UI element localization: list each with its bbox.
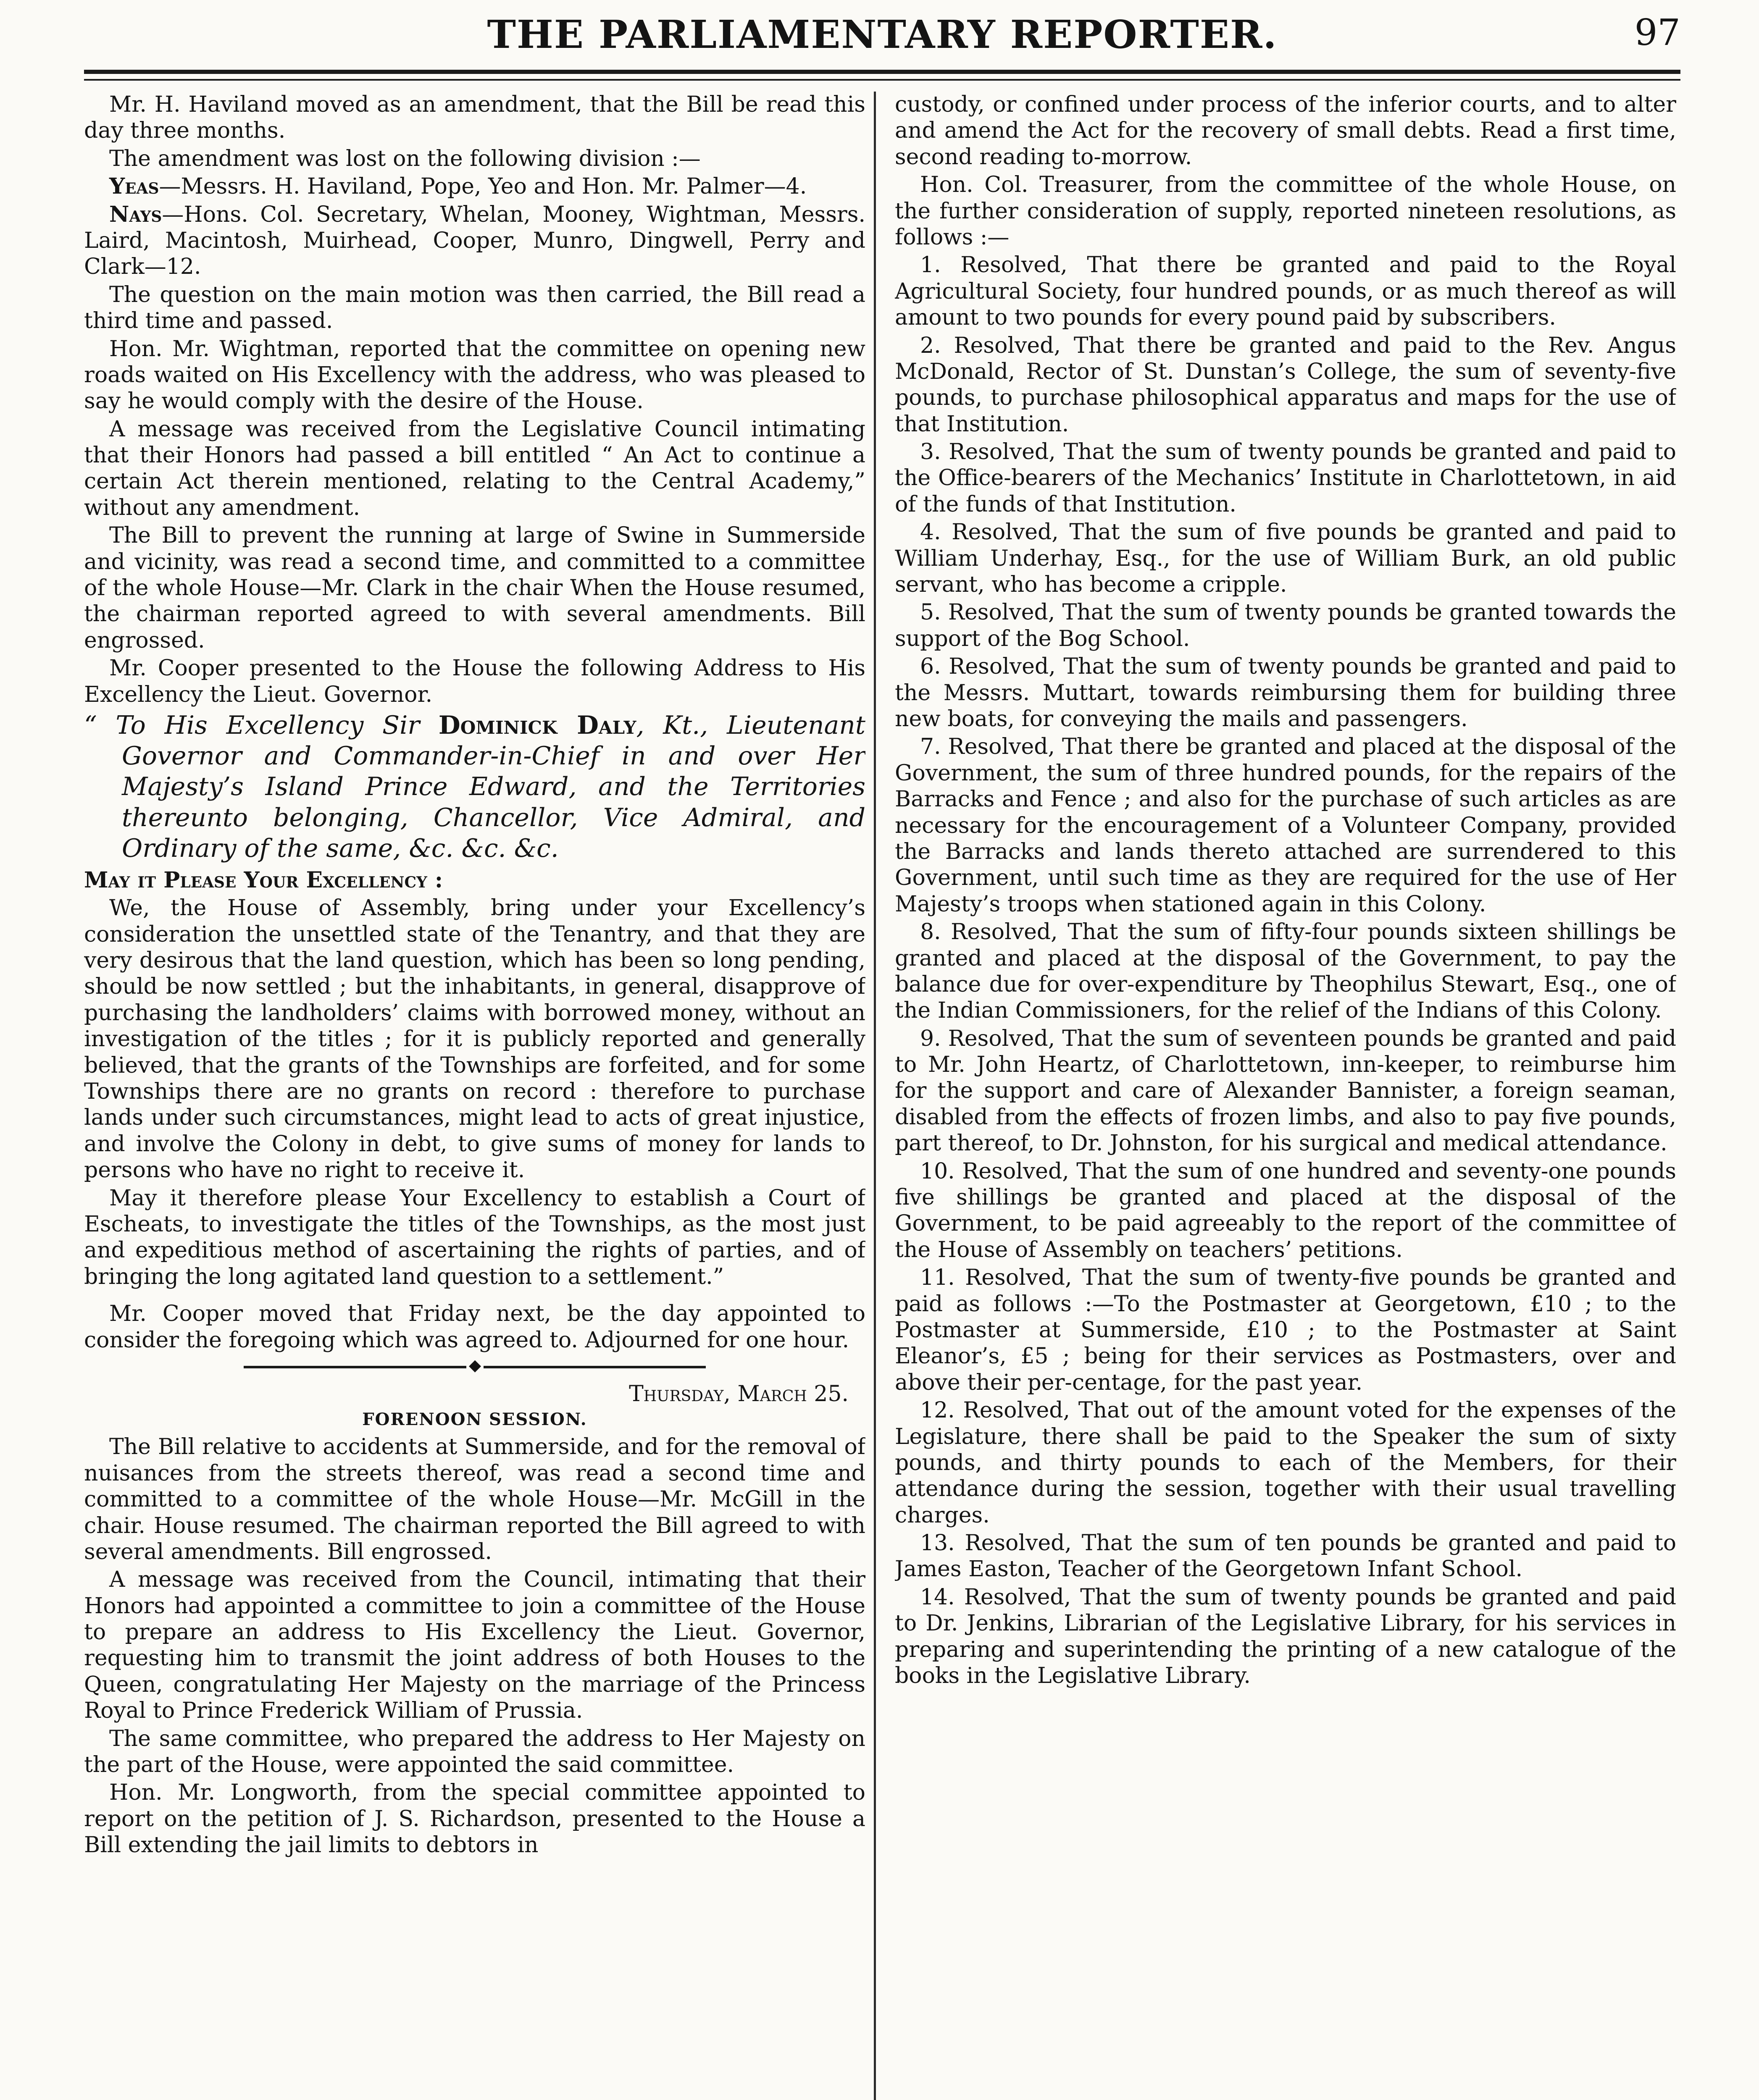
paragraph: Hon. Mr. Wightman, reported that the committee on opening new roads waited on His Excellency with the address, who was pleased to say he would comply with the desire of the House. [84,336,865,414]
resolution: 10. Resolved, That the sum of one hundred and seventy-one pounds five shillings be granted and placed at the disposal of the Government, to be paid agreeably to the report of the committee of the House of Assembly on teachers’ petitions. [895,1158,1676,1263]
paragraph: Mr. Cooper moved that Friday next, be the day appointed to consider the foregoing which was agreed to. Adjourned for one hour. [84,1301,865,1353]
nays-label: Nays [109,201,162,227]
resolution: 9. Resolved, That the sum of seventeen pounds be granted and paid to Mr. John Heartz, of Charlottetown, inn-keeper, to reimburse him for the support and care of Alexander Bannister, a foreign seaman, disabled from the effects of frozen limbs, and also to pay five pounds, part thereof, to Dr. Johnston, for his surgical and medical attendance. [895,1026,1676,1156]
paragraph: A message was received from the Legislative Council intimating that their Honors had passed a bill entitled “ An Act to continue a certain Act therein mentioned, relating to the Central Academy,” without any amendment. [84,416,865,520]
page-number: 97 [1634,12,1680,54]
resolution: 4. Resolved, That the sum of five pounds be granted and paid to William Underhay, Esq., for the use of William Burk, an old public servant, who has become a cripple. [895,520,1676,598]
paragraph: May it therefore please Your Excellency to establish a Court of Escheats, to investigate the titles of the Townships, as the most just and expeditious method of ascertaining the rights of parties, and of bringing the long agitated land question to a settlement.” [84,1185,865,1289]
resolution: 3. Resolved, That the sum of twenty pounds be granted and paid to the Office-bearers of the Mechanics’ Institute in Charlottetown, in aid of the funds of that Institution. [895,439,1676,517]
address-name: Dominick Daly [438,710,636,740]
header-rule-thick [84,70,1680,74]
ornamental-rule [244,1366,706,1368]
division-yeas [84,173,865,200]
paragraph: Hon. Mr. Longworth, from the special committee appointed to report on the petition of J. S. Richardson, presented to the House a Bill extending the jail limits to debtors in [84,1780,865,1858]
resolution: 11. Resolved, That the sum of twenty-five pounds be granted and paid as follows :—To the Postmaster at Georgetown, £10 ; to the Postmaster at Summerside, £10 ; to the Postmaster at Saint Eleanor’s, £5 ; being for their services as Postmasters, over and above their per-centage, for the past year. [895,1265,1676,1395]
masthead [84,12,1680,85]
paragraph: The Bill relative to accidents at Summerside, and for the removal of nuisances from the streets thereof, was read a second time and committed to a committee of the whole House—Mr. McGill in the chair. House resumed. The chairman reported the Bill agreed to with several amendments. Bill engrossed. [84,1434,865,1564]
resolution: 14. Resolved, That the sum of twenty pounds be granted and paid to Dr. Jenkins, Librarian of the Legislative Library, for his services in preparing and superintending the printing of a new catalogue of the books in the Legislative Library. [895,1584,1676,1689]
address-heading [84,710,865,864]
resolution: 7. Resolved, That there be granted and placed at the disposal of the Government, the sum of three hundred pounds, for the repairs of the Barracks and Fence ; and also for the purchase of such articles as are necessary for the encouragement of a Volunteer Company, provided the Barracks and lands thereto attached are surrendered to this Government, until such time as they are required for the use of Her Majesty’s troops when stationed again in this Colony. [895,734,1676,917]
resolution: 1. Resolved, That there be granted and paid to the Royal Agricultural Society, four hundred pounds, or as much thereof as will amount to two pounds for every pound paid by subscribers. [895,252,1676,331]
resolution: 8. Resolved, That the sum of fifty-four pounds sixteen shillings be granted and placed at the disposal of the Government, to pay the balance due for over-expenditure by Theophilus Stewart, Esq., one of the Indian Commissioners, for the relief of the Indians of this Colony. [895,919,1676,1024]
paragraph: The same committee, who prepared the address to Her Majesty on the part of the House, were appointed the said committee. [84,1726,865,1778]
yeas-text: —Messrs. H. Haviland, Pope, Yeo and Hon. Mr. Palmer—4. [159,174,807,200]
address-prefix: “ To His Excellency Sir [84,710,420,740]
salutation: May it Please Your Excellency : [84,867,443,893]
date-line [84,1381,849,1407]
resolution: 2. Resolved, That there be granted and paid to the Rev. Angus McDonald, Rector of St. Dunstan’s College, the sum of seventy-five pounds, to purchase philosophical apparatus and maps for the use of that Institution. [895,333,1676,437]
right-column [895,92,1676,2100]
paragraph: Hon. Col. Treasurer, from the committee of the whole House, on the further consideration of supply, reported nineteen resolutions, as follows :— [895,172,1676,250]
resolution: 6. Resolved, That the sum of twenty pounds be granted and paid to the Messrs. Muttart, towards reimbursing them for building three new boats, for conveying the mails and passengers. [895,654,1676,732]
resolution: 5. Resolved, That the sum of twenty pounds be granted towards the support of the Bog School. [895,600,1676,651]
address-rest: , Kt., Lieutenant Governor and Commander-in-Chief in and over Her Majesty’s Island Prince Edward, and the Territories thereunto belonging, Chancellor, Vice Admiral, and Ordinary of the same, &c. &c. &c. [122,710,865,863]
session-heading: FORENOON SESSION. [362,1410,587,1430]
resolution: 12. Resolved, That out of the amount voted for the expenses of the Legislature, there shall be paid to the Speaker the sum of sixty pounds, and thirty pounds to each of the Members, for their attendance during the session, together with their usual travelling charges. [895,1398,1676,1528]
paragraph: We, the House of Assembly, bring under your Excellency’s consideration the unsettled state of the Tenantry, and that they are very desirous that the land question, which has been so long pending, should be now settled ; but the inhabitants, in general, disapprove of purchasing the landholders’ claims with borrowed money, without an investigation of the titles ; for it is publicly reported and generally believed, that the grants of the Townships are forfeited, and for some Townships there are no grants on record : therefore to purchase lands under such circumstances, might lead to acts of great injustice, and involve the Colony in debt, to give sums of money for lands to persons who have no right to receive it. [84,895,865,1183]
paragraph: A message was received from the Council, intimating that their Honors had appointed a committee to join a committee of the House to prepare an address to His Excellency the Lieut. Governor, requesting him to transmit the joint address of both Houses to the Queen, congratulating Her Majesty on the marriage of the Princess Royal to Prince Frederick William of Prussia. [84,1567,865,1724]
paragraph: custody, or confined under process of the inferior courts, and to alter and amend the Act for the recovery of small debts. Read a first time, second reading to-morrow. [895,92,1676,170]
paragraph: Mr. H. Haviland moved as an amendment, that the Bill be read this day three months. [84,92,865,144]
resolution: 13. Resolved, That the sum of ten pounds be granted and paid to James Easton, Teacher of the Georgetown Infant School. [895,1530,1676,1582]
paragraph: The question on the main motion was then carried, the Bill read a third time and passed. [84,282,865,334]
page-title: THE PARLIAMENTARY REPORTER. [487,12,1278,57]
left-column [84,92,865,2100]
header-rule-thin [84,79,1680,81]
date-text: Thursday, March 25. [629,1381,849,1407]
paragraph: The Bill to prevent the running at large of Swine in Summerside and vicinity, was read a second time, and committed to a committee of the whole House—Mr. Clark in the chair When the House resumed, the chairman reported agreed to with several amendments. Bill engrossed. [84,523,865,653]
paragraph: Mr. Cooper presented to the House the following Address to His Excellency the Lieut. Governor. [84,656,865,707]
division-nays [84,202,865,280]
paragraph: The amendment was lost on the following division :— [109,146,701,171]
yeas-label: Yeas [109,173,159,200]
column-divider [874,92,876,2100]
nays-text: —Hons. Col. Secretary, Whelan, Mooney, Wightman, Messrs. Laird, Macintosh, Muirhead, Cooper, Munro, Dingwell, Perry and Clark—12. [84,202,865,280]
